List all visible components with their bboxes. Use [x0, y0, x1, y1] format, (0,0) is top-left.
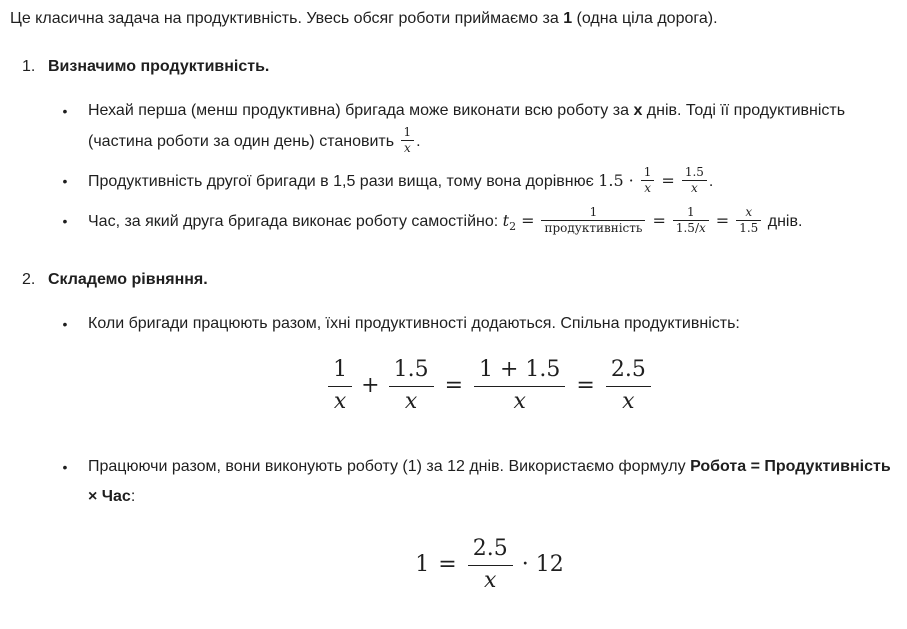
fraction-denominator: x [468, 565, 513, 594]
text-run: Коли бригади працюють разом, їхні продуктивності додаються. Спільна продуктивність: [88, 315, 740, 333]
intro-bold-one: 1 [563, 10, 573, 27]
fraction-numerator: 1 [333, 357, 348, 383]
fraction-numerator: 1 [403, 125, 412, 139]
display-formula-work-equation [88, 536, 891, 594]
fraction-numerator: x [745, 205, 753, 219]
left-hand-side: 1 [415, 552, 430, 578]
fraction-denominator: x [401, 140, 415, 155]
fraction-denominator [673, 220, 709, 235]
bullet-work-formula-text [88, 452, 891, 594]
denominator-prefix: 1.5/ [675, 221, 699, 235]
cdot-operator: · [521, 552, 529, 578]
fraction-denominator: x [474, 386, 565, 415]
text-run: Продуктивність другої бригади в 1,5 рази вища, тому вона дорівнює [88, 173, 599, 190]
step-1-content [48, 56, 891, 251]
bullet-time-second-brigade [48, 206, 891, 242]
equals-sign: = [661, 171, 675, 190]
subscript-2: 2 [509, 220, 517, 234]
display-formula-joint-productivity [88, 357, 891, 415]
bullet-icon: • [62, 173, 68, 189]
step-1-number: 1. [22, 58, 36, 75]
intro-text-before: Це класична задача на продуктивність. Увесь обсяг роботи приймаємо за [10, 10, 564, 27]
fraction-numerator: 1 [643, 165, 652, 179]
factor-12: 12 [535, 552, 564, 578]
fraction-denominator: 1.5 [736, 220, 761, 235]
bullet-icon: • [62, 213, 68, 229]
bold-work-formula: Робота = Продуктивність × Час [88, 458, 891, 506]
bullet-first-brigade [48, 96, 891, 157]
equals-sign: = [576, 373, 595, 399]
fraction-denominator: x [682, 180, 707, 195]
fraction-denominator: x [641, 180, 655, 195]
bullet-second-brigade-text [88, 166, 891, 197]
intro-text-after: (одна ціла дорога). [572, 10, 718, 27]
bullet-icon: • [62, 103, 68, 119]
bullet-joint-productivity [48, 309, 891, 443]
text-run: Нехай перша (менш продуктивна) бригада може виконати всю роботу за [88, 102, 634, 119]
text-run: : [130, 488, 136, 506]
inline-equation-time-t2 [502, 205, 764, 235]
inline-fraction-1-over-x [399, 125, 417, 155]
step-2-content [48, 269, 891, 603]
text-run: днів. [763, 213, 803, 230]
intro-paragraph [10, 8, 891, 30]
fraction-denominator-productivity: продуктивність [541, 220, 645, 235]
bullet-icon: • [62, 459, 68, 476]
text-run: Час, за який друга бригада виконає роботу самостійно: [88, 213, 503, 230]
bullet-work-formula [48, 452, 891, 594]
cdot-operator: · [628, 171, 634, 190]
bullet-icon: • [62, 316, 68, 333]
text-run: . [708, 173, 714, 190]
variable-t: t [502, 211, 510, 230]
fraction-denominator: x [606, 386, 651, 415]
fraction-numerator: 1 [687, 205, 695, 219]
bullet-first-brigade-text [88, 96, 891, 157]
step-1-item [10, 56, 891, 251]
equals-sign: = [715, 211, 730, 230]
step-2-number: 2. [22, 271, 36, 289]
step-2-item [10, 269, 891, 603]
text-run: Працюючи разом, вони виконують роботу (1) за 12 днів. Використаємо формулу [88, 458, 691, 476]
fraction-numerator: 2.5 [472, 536, 508, 562]
variable-x: x [699, 221, 706, 235]
coefficient: 1.5 [598, 171, 624, 190]
equals-sign: = [652, 211, 666, 230]
bullet-second-brigade [48, 166, 891, 197]
step-2-title: Складемо рівняння. [48, 271, 208, 289]
step-1-title: Визначимо продуктивність. [48, 58, 270, 75]
fraction-numerator: 2.5 [610, 357, 646, 383]
equals-sign: = [438, 552, 457, 578]
fraction-numerator: 1.5 [684, 165, 704, 179]
plus-sign: + [361, 373, 380, 399]
fraction-numerator: 1.5 [393, 357, 429, 383]
equals-sign: = [521, 211, 535, 230]
text-run: днів. Тоді її продуктивність (частина роботи за один день) становить [88, 102, 846, 150]
bullet-joint-productivity-text [88, 309, 891, 443]
fraction-denominator: x [389, 386, 434, 415]
inline-equation-second-productivity [598, 165, 709, 195]
bold-x: x [633, 102, 643, 119]
text-run: . [416, 133, 421, 150]
bullet-time-second-brigade-text [88, 206, 891, 242]
fraction-denominator: x [328, 386, 352, 415]
fraction-numerator: 1 [589, 205, 598, 219]
equals-sign: = [444, 373, 464, 399]
fraction-numerator: 1 + 1.5 [479, 357, 561, 383]
